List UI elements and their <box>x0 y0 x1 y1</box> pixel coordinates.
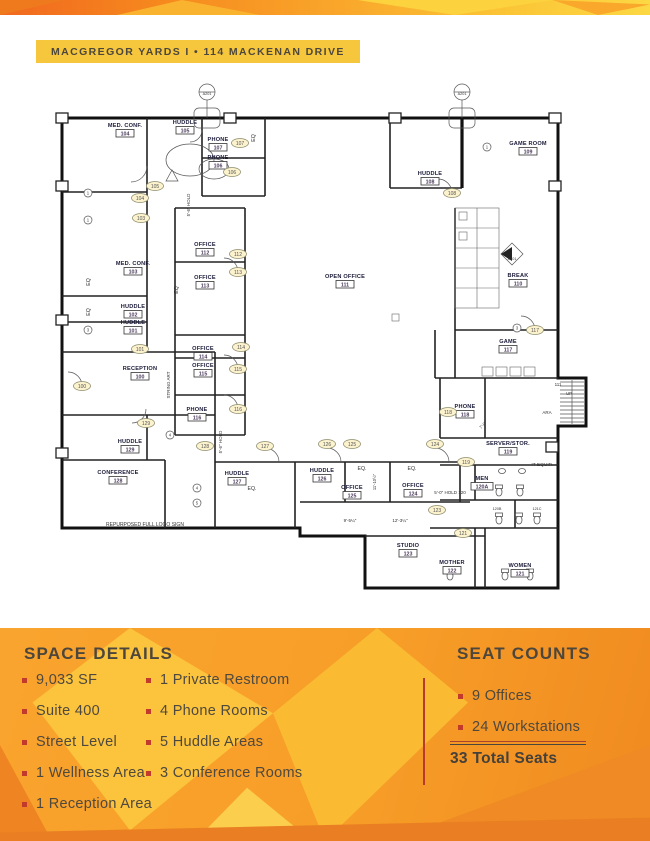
room-name: MED. CONF. <box>115 261 151 267</box>
room-number: 122 <box>447 568 457 575</box>
bullet-icon <box>146 678 151 683</box>
door-tag-number: 108 <box>447 190 457 197</box>
space-details-col2 <box>146 672 302 796</box>
room-name: OFFICE <box>194 275 216 281</box>
door-tag-number: 107 <box>235 140 245 147</box>
room-number: 116 <box>192 415 202 422</box>
room-number: 103 <box>128 269 138 276</box>
plan-door-tags <box>74 139 544 538</box>
door-tag-number: 123 <box>432 507 442 514</box>
badge-text: MACGREGOR YARDS I • 114 MACKENAN DRIVE <box>51 45 345 58</box>
sink-icon <box>519 469 526 474</box>
door-tag-number: 115 <box>234 366 242 373</box>
room-number: 101 <box>128 328 138 335</box>
door-tag-number: 116 <box>234 406 242 413</box>
room-number: 120A <box>475 484 489 491</box>
plan-annotation: REPURPOSED FULL LOGO SIGN <box>106 522 184 528</box>
plan-annotation: 11'-10½" <box>372 473 377 491</box>
room-number: 128 <box>113 478 123 485</box>
door-tag-number: 119 <box>462 459 470 466</box>
bullet-icon <box>458 725 463 730</box>
list-item <box>146 703 302 719</box>
room-name: OFFICE <box>192 363 214 369</box>
plan-annotation: 5'-6" HOLD <box>218 430 223 454</box>
list-item <box>146 734 302 750</box>
room-number: 111 <box>340 282 350 289</box>
room-name: GAME <box>499 339 517 345</box>
door-tag-number: 105 <box>150 183 160 190</box>
sink-icon <box>499 469 506 474</box>
room-name: HUDDLE <box>117 439 143 445</box>
plan-annotation: EQ. <box>407 466 417 472</box>
plan-annotation: 5'-0" HOLD 120 <box>434 490 466 495</box>
band-facet <box>0 0 650 15</box>
room-name: OFFICE <box>402 483 424 489</box>
section-marker <box>194 84 220 128</box>
room-name: HUDDLE <box>120 320 146 326</box>
room-number: 126 <box>317 476 327 483</box>
room-number: 112 <box>200 250 210 257</box>
top-accent-band <box>0 0 650 15</box>
list-item <box>22 796 152 812</box>
room-name: OFFICE <box>194 242 216 248</box>
room-name: HUDDLE <box>417 171 443 177</box>
list-item <box>22 703 152 719</box>
room-name: OPEN OFFICE <box>324 274 366 280</box>
room-name: BREAK <box>507 273 529 279</box>
door-tag-number: 125 <box>347 441 357 448</box>
room-number: 104 <box>120 131 130 138</box>
room-number: 109 <box>523 149 533 156</box>
room-name: OFFICE <box>341 485 363 491</box>
room-number: 127 <box>232 479 242 486</box>
toilet-icon <box>496 513 503 524</box>
room-name: PHONE <box>207 137 229 143</box>
room-number: 114 <box>198 354 208 361</box>
door-tag-number: 118 <box>444 409 452 416</box>
plan-annotation: A201 <box>202 92 212 96</box>
list-item <box>22 672 152 688</box>
plan-annotation: EQ <box>86 308 92 316</box>
keynote-number: 4 <box>168 432 172 438</box>
door-tag-number: 113 <box>234 269 242 276</box>
room-number: 105 <box>180 128 190 135</box>
room-name: RECEPTION <box>122 366 158 372</box>
room-name: PHONE <box>207 155 229 161</box>
room-number: 125 <box>347 493 357 500</box>
plan-annotation: IT EQUIP. <box>531 463 553 468</box>
bullet-icon <box>22 771 27 776</box>
plan-annotation: 9'-5¼" <box>343 518 357 523</box>
list-item-label: 9 Offices <box>472 688 532 704</box>
door-tag-number: 124 <box>430 441 440 448</box>
list-item-label: 9,033 SF <box>36 672 98 688</box>
keynote-number: 1 <box>86 217 90 223</box>
keynote-number: 3 <box>515 325 519 331</box>
door-tag-number: 101 <box>135 346 145 353</box>
plan-annotation: EQ. <box>247 486 257 492</box>
door-tag-number: 112 <box>234 251 242 258</box>
list-item-label: Suite 400 <box>36 703 100 719</box>
list-item <box>22 765 152 781</box>
door-tag-number: 104 <box>135 195 145 202</box>
list-item-label: 1 Reception Area <box>36 796 153 812</box>
room-number: 100 <box>135 374 145 381</box>
list-item-label: 3 Conference Rooms <box>160 765 303 781</box>
room-number: 115 <box>198 371 208 378</box>
plan-annotation: 7'-0" <box>478 420 488 430</box>
plan-annotation: EQ <box>174 286 180 294</box>
break-room-casework <box>455 208 535 376</box>
list-item <box>146 765 302 781</box>
room-number: 110 <box>513 281 523 288</box>
plan-annotation: STRING ART <box>166 371 171 399</box>
plan-annotation: EQ <box>251 134 257 142</box>
room-name: PHONE <box>186 407 208 413</box>
room-name: HUDDLE <box>224 471 250 477</box>
open-office-column <box>392 314 399 321</box>
bullet-icon <box>22 740 27 745</box>
room-name: GAME ROOM <box>509 141 547 147</box>
door-tag-number: 129 <box>141 420 151 427</box>
toilet-icon <box>502 569 509 580</box>
bullet-icon <box>458 694 463 699</box>
plan-annotation: 5'-6" HOLD <box>186 193 191 217</box>
seat-counts-title: SEAT COUNTS <box>457 644 591 663</box>
door-tag-number: 121 <box>458 530 468 537</box>
room-name: PHONE <box>454 404 476 410</box>
room-number: 129 <box>125 447 135 454</box>
room-number: 118 <box>460 412 470 419</box>
room-name: STUDIO <box>396 543 420 549</box>
toilet-icon <box>516 513 523 524</box>
plan-annotation: A301 <box>507 257 517 261</box>
vertical-divider <box>423 678 425 785</box>
list-item <box>22 734 152 750</box>
toilet-icon <box>517 485 524 496</box>
plan-annotation: EQ <box>86 278 92 286</box>
keynote-number: 1 <box>86 190 90 196</box>
bullet-icon <box>22 678 27 683</box>
plan-annotation: 121C <box>532 507 542 511</box>
total-seats: 33 Total Seats <box>450 750 558 767</box>
list-item-label: Street Level <box>36 734 117 750</box>
room-number: 108 <box>425 179 435 186</box>
room-name: CONFERENCE <box>97 470 139 476</box>
list-item <box>458 719 580 735</box>
toilet-icon <box>496 485 503 496</box>
plan-annotation: UP <box>566 391 572 396</box>
door-tag-number: 117 <box>531 327 539 334</box>
room-name: MOTHER <box>439 560 465 566</box>
door-tag-number: 127 <box>260 443 270 450</box>
bullet-icon <box>146 740 151 745</box>
door-tag-number: 106 <box>227 169 237 176</box>
room-number: 117 <box>503 347 513 354</box>
bullet-icon <box>146 709 151 714</box>
floor-plan <box>50 70 610 615</box>
list-item-label: 24 Workstations <box>472 719 581 735</box>
property-address-badge <box>36 40 360 63</box>
plan-annotation: 120B <box>492 507 502 511</box>
space-details-title: SPACE DETAILS <box>24 644 174 663</box>
room-number: 121 <box>515 571 525 578</box>
door-tag-number: 128 <box>200 443 210 450</box>
plan-annotation: 111 <box>554 382 562 387</box>
plan-annotation: A201 <box>457 92 467 96</box>
plan-annotation: ARA <box>542 410 552 415</box>
door-tag-number: 126 <box>322 441 332 448</box>
list-item <box>458 688 580 704</box>
band-facet <box>0 0 650 15</box>
room-name: SERVER/STOR. <box>486 441 530 447</box>
room-name: HUDDLE <box>120 304 146 310</box>
toilet-icon <box>534 513 541 524</box>
keynote-number: 1 <box>485 144 489 150</box>
bullet-icon <box>22 802 27 807</box>
room-number: 113 <box>200 283 210 290</box>
keynote-number: 3 <box>86 327 90 333</box>
space-details-col1 <box>22 672 152 827</box>
list-item-label: 1 Private Restroom <box>160 672 290 688</box>
room-name: WOMEN <box>508 563 532 569</box>
door-tag-number: 100 <box>77 383 87 390</box>
door-tag-number: 114 <box>237 344 245 351</box>
list-item-label: 4 Phone Rooms <box>160 703 268 719</box>
room-number: 106 <box>213 163 223 170</box>
room-number: 123 <box>403 551 413 558</box>
list-item-label: 5 Huddle Areas <box>160 734 264 750</box>
list-item-label: 1 Wellness Area <box>36 765 146 781</box>
plan-annotation: 12'-3¼" <box>392 518 408 523</box>
list-item <box>146 672 302 688</box>
band-facet <box>0 0 650 15</box>
room-name: HUDDLE <box>172 120 198 126</box>
band-facet <box>0 0 650 15</box>
room-name: MED. CONF. <box>107 123 143 129</box>
room-name: MEN <box>475 476 489 482</box>
room-number: 119 <box>503 449 513 456</box>
bullet-icon <box>146 771 151 776</box>
room-name: OFFICE <box>192 346 214 352</box>
bullet-icon <box>22 709 27 714</box>
stairs <box>560 380 584 424</box>
plan-annotation: EQ. <box>357 466 367 472</box>
room-number: 124 <box>408 491 418 498</box>
room-name: HUDDLE <box>309 468 335 474</box>
keynote-number: 5 <box>195 500 199 506</box>
room-number: 102 <box>128 312 138 319</box>
door-tag-number: 103 <box>136 215 146 222</box>
elevation-marker <box>501 243 523 265</box>
keynote-number: 4 <box>195 485 199 491</box>
room-number: 107 <box>213 145 223 152</box>
total-divider <box>450 741 586 745</box>
